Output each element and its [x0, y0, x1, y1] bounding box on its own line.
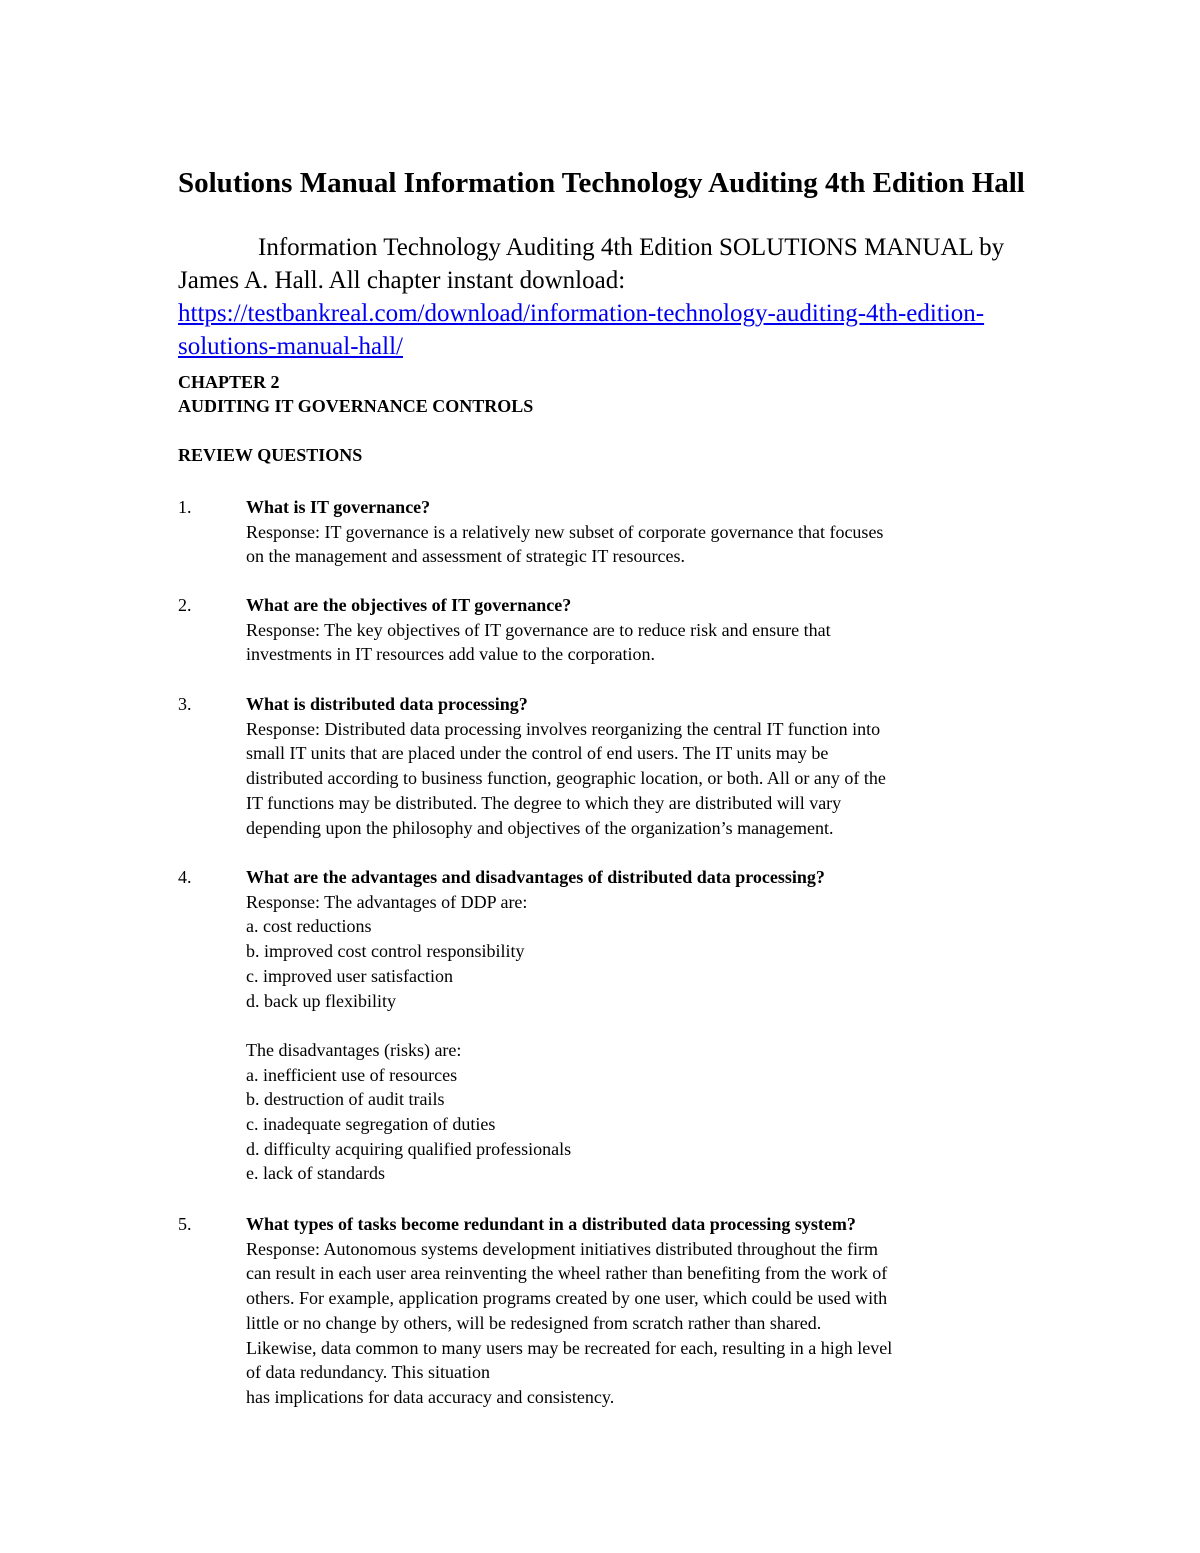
response-line: Response: The advantages of DDP are:: [246, 891, 528, 912]
response-line: Response: Distributed data processing involves reorganizing the central IT function into: [246, 718, 881, 739]
question-text: What are the objectives of IT governance?: [246, 595, 572, 615]
response-line: Response: Autonomous systems development initiatives distributed throughout the firm: [246, 1238, 878, 1259]
response-line: Response: The key objectives of IT governance are to reduce risk and ensure that: [246, 619, 831, 640]
response-line: IT functions may be distributed. The degree to which they are distributed will vary: [246, 792, 842, 813]
disadvantage-item: c. inadequate segregation of duties: [246, 1114, 496, 1135]
disadvantage-item: e. lack of standards: [246, 1163, 385, 1184]
disadvantage-item: d. difficulty acquiring qualified professionals: [246, 1138, 572, 1159]
response-line: has implications for data accuracy and consistency.: [246, 1386, 615, 1407]
disadvantage-item: a. inefficient use of resources: [246, 1064, 458, 1085]
question-number: 5.: [178, 1214, 192, 1234]
question-number: 1.: [178, 497, 192, 517]
response-line: little or no change by others, will be redesigned from scratch rather than shared.: [246, 1312, 822, 1333]
question-number: 4.: [178, 867, 192, 887]
question-text: What are the advantages and disadvantages of distributed data processing?: [246, 867, 825, 887]
question-text: What is IT governance?: [246, 497, 431, 517]
advantage-item: c. improved user satisfaction: [246, 965, 453, 986]
question-number: 3.: [178, 694, 192, 714]
intro-text: Information Technology Auditing 4th Edition SOLUTIONS MANUAL by James A. Hall. All chapter instant download:: [178, 234, 1005, 294]
advantage-item: b. improved cost control responsibility: [246, 941, 525, 962]
document-title: Solutions Manual Information Technology Auditing 4th Edition Hall: [178, 167, 1025, 199]
response-line: can result in each user area reinventing the wheel rather than benefiting from the work of: [246, 1263, 888, 1284]
response-line: on the management and assessment of strategic IT resources.: [246, 546, 686, 567]
advantage-item: d. back up flexibility: [246, 990, 396, 1011]
disadvantage-item: b. destruction of audit trails: [246, 1089, 445, 1110]
chapter-number: CHAPTER 2: [178, 372, 280, 392]
response-line: others. For example, application programs created by one user, which could be used with: [246, 1288, 888, 1309]
response-line: investments in IT resources add value to the corporation.: [246, 644, 656, 665]
chapter-title: AUDITING IT GOVERNANCE CONTROLS: [178, 396, 534, 416]
response-line: of data redundancy. This situation: [246, 1362, 490, 1383]
response-line: Response: IT governance is a relatively new subset of corporate governance that focuses: [246, 521, 884, 542]
section-heading: REVIEW QUESTIONS: [178, 445, 363, 465]
download-link[interactable]: https://testbankreal.com/download/information-technology-auditing-4th-edition-solutions-manual-hall/: [178, 300, 985, 360]
question-text: What is distributed data processing?: [246, 694, 528, 714]
advantage-item: a. cost reductions: [246, 916, 372, 937]
response-line: distributed according to business function, geographic location, or both. All or any of the: [246, 768, 886, 789]
intro-paragraph: [178, 231, 1028, 363]
question-number: 2.: [178, 595, 192, 615]
response-line: small IT units that are placed under the control of end users. The IT units may be: [246, 743, 829, 764]
response-line: depending upon the philosophy and objectives of the organization’s management.: [246, 817, 834, 838]
response-line: Likewise, data common to many users may be recreated for each, resulting in a high level: [246, 1337, 893, 1358]
question-text: What types of tasks become redundant in a distributed data processing system?: [246, 1214, 856, 1234]
response-line: The disadvantages (risks) are:: [246, 1039, 462, 1060]
